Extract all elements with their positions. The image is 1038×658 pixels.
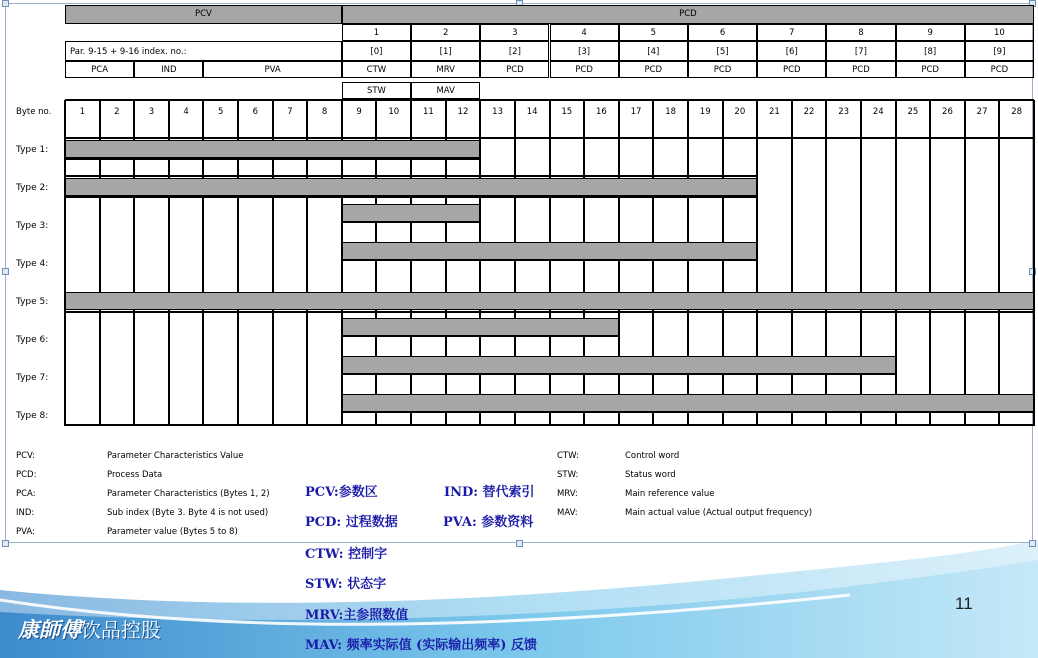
byte-column-line (687, 100, 689, 426)
legend-text-stw: Status word (625, 470, 676, 480)
pcd-number: 9 (927, 28, 933, 38)
legend-abbr-ctw: CTW: (557, 451, 579, 461)
note-cn-ctw: CTW: 控制字 (305, 547, 388, 562)
type-filled-band (342, 318, 619, 336)
pcd-index: [6] (785, 47, 798, 57)
byte-number: 3 (148, 107, 155, 117)
legend-abbr-mrv: MRV: (557, 489, 578, 499)
type-band-line (65, 196, 757, 198)
byte-row-top-line (65, 99, 1034, 101)
legend-abbr-pva: PVA: (16, 527, 35, 537)
type-label: Type 1: (16, 145, 49, 155)
type-filled-band (342, 204, 480, 222)
legend-abbr-pcd: PCD: (16, 470, 37, 480)
note-cn-pcv: PCV:参数区 (305, 485, 378, 500)
par-index-label: Par. 9-15 + 9-16 index. no.: (70, 47, 187, 57)
byte-number: 22 (803, 107, 815, 117)
pcd-number: 5 (650, 28, 657, 38)
byte-number: 28 (1011, 107, 1023, 117)
pcd-number: 2 (442, 28, 449, 38)
byte-column-line (514, 100, 516, 426)
pcd-number: 1 (373, 28, 380, 38)
pcd-number: 10 (993, 28, 1005, 38)
type-label: Type 4: (16, 259, 49, 269)
legend-abbr-mav: MAV: (557, 508, 578, 518)
type-band-line (342, 411, 1034, 413)
byte-number: 9 (356, 107, 362, 117)
legend-abbr-stw: STW: (557, 470, 579, 480)
byte-number: 18 (665, 107, 677, 117)
byte-column-line (998, 100, 1000, 426)
byte-column-line (549, 100, 551, 426)
byte-column-line (964, 100, 966, 426)
pcd-name: PCD (782, 65, 801, 75)
byte-number: 5 (218, 107, 224, 117)
legend-text-mrv: Main reference value (625, 489, 715, 499)
pcd-name: CTW (366, 65, 387, 75)
pcd-alt-name: STW (366, 86, 386, 96)
type-filled-band (65, 292, 1034, 310)
type-label: Type 8: (16, 411, 49, 421)
byte-number: 7 (287, 107, 293, 117)
byte-column-line (618, 100, 620, 426)
pcv-header-label: PCV (194, 9, 212, 19)
pcd-name: PCD (852, 65, 870, 75)
pcd-index: [9] (993, 47, 1006, 57)
pcd-name: PCD (921, 65, 939, 75)
legend-abbr-pca: PCA: (16, 489, 36, 499)
type-label: Type 7: (16, 373, 49, 383)
byte-number: 8 (321, 107, 328, 117)
byte-column-line (583, 100, 585, 426)
type-filled-band (342, 394, 1034, 412)
pcd-name: PCD (575, 65, 593, 75)
type-label: Type 6: (16, 335, 49, 345)
pcd-name: PCD (713, 65, 732, 75)
byte-number: 17 (630, 107, 642, 117)
pcd-number: 3 (512, 28, 518, 38)
pcd-index: [1] (439, 47, 452, 57)
legend-abbr-pcv: PCV: (16, 451, 36, 461)
pcd-index: [0] (370, 47, 383, 57)
byte-number: 14 (526, 107, 538, 117)
legend-text-pcv: Parameter Characteristics Value (107, 451, 244, 461)
type-band-line (342, 259, 757, 261)
legend-text-mav: Main actual value (Actual output frequency) (625, 508, 813, 518)
byte-no-label: Byte no. (16, 107, 52, 117)
pcd-header-label: PCD (679, 9, 697, 19)
logo-text: 饮品控股 (81, 618, 161, 642)
pcd-number: 7 (789, 28, 795, 38)
pcd-name: PCD (506, 65, 524, 75)
byte-number: 15 (561, 107, 573, 117)
pcd-name: PCD (990, 65, 1009, 75)
type-filled-band (342, 242, 757, 260)
pcv-sub-label: PCA (91, 65, 109, 75)
type-band-line (342, 373, 896, 375)
byte-number: 1 (79, 107, 85, 117)
byte-number: 25 (907, 107, 919, 117)
byte-number: 10 (388, 107, 400, 117)
byte-column-line (756, 100, 758, 426)
byte-column-line (825, 100, 827, 426)
legend-abbr-ind: IND: (16, 508, 35, 518)
pcd-number: 4 (581, 28, 587, 38)
note-cn-pcd: PCD: 过程数据 (305, 515, 398, 530)
legend-text-ind: Sub index (Byte 3. Byte 4 is not used) (107, 508, 269, 518)
legend-text-pva: Parameter value (Bytes 5 to 8) (107, 527, 238, 537)
pcd-name: MRV (436, 65, 455, 75)
note-cn-mav: MAV: 频率实际值 (实际输出频率) 反馈 (305, 638, 537, 653)
byte-number: 6 (252, 107, 259, 117)
byte-number: 4 (183, 107, 189, 117)
byte-number: 13 (492, 107, 503, 117)
byte-column-line (860, 100, 862, 426)
pcd-name: PCD (644, 65, 663, 75)
logo-script-text: 康師傅 (18, 617, 81, 642)
byte-number: 26 (942, 107, 953, 117)
type-band-line (65, 158, 480, 160)
row-line (65, 311, 1034, 313)
page-number: 11 (955, 594, 973, 613)
byte-column-line (929, 100, 931, 426)
note-cn-pva: PVA: 参数资料 (443, 515, 534, 530)
pcv-sub-label: PVA (264, 65, 281, 75)
note-cn-mrv: MRV:主参照数值 (305, 608, 409, 623)
pcd-index: [4] (647, 47, 660, 57)
byte-number: 11 (422, 107, 434, 117)
byte-number: 20 (734, 107, 746, 117)
byte-number: 21 (769, 107, 780, 117)
type-band-line (342, 335, 619, 337)
pcd-index: [7] (854, 47, 867, 57)
resize-handle-bl[interactable] (2, 540, 9, 547)
pcd-alt-name: MAV (436, 86, 455, 96)
byte-column-line (791, 100, 793, 426)
row-line (65, 424, 1034, 426)
type-filled-band (65, 178, 757, 196)
type-label: Type 5: (16, 297, 49, 307)
resize-handle-bm[interactable] (516, 540, 523, 547)
company-logo (18, 614, 161, 644)
resize-handle-br[interactable] (1029, 540, 1036, 547)
byte-column-line (895, 100, 897, 426)
byte-number: 2 (114, 107, 120, 117)
pcd-index: [3] (578, 47, 591, 57)
type-filled-band (65, 140, 480, 158)
note-cn-ind: IND: 替代索引 (444, 485, 535, 500)
legend-text-ctw: Control word (625, 451, 680, 461)
type-filled-band (342, 356, 896, 374)
pcd-number: 8 (858, 28, 864, 38)
byte-number: 24 (872, 107, 884, 117)
byte-column-line (1033, 100, 1035, 426)
type-label: Type 3: (16, 221, 49, 231)
type-label: Type 2: (16, 183, 49, 193)
byte-row-bottom-line (65, 137, 1034, 139)
pcd-index: [5] (716, 47, 729, 57)
byte-number: 16 (595, 107, 607, 117)
byte-number: 19 (699, 107, 711, 117)
pcd-index: [8] (924, 47, 937, 57)
type-band-line (342, 221, 480, 223)
legend-text-pcd: Process Data (107, 470, 163, 480)
row-line (65, 175, 757, 177)
byte-number: 12 (457, 107, 469, 117)
byte-number: 27 (976, 107, 988, 117)
pcd-index: [2] (508, 47, 521, 57)
pcd-number: 6 (719, 28, 726, 38)
byte-column-line (652, 100, 654, 426)
byte-column-line (722, 100, 724, 426)
pcv-sub-label: IND (161, 65, 177, 75)
legend-text-pca: Parameter Characteristics (Bytes 1, 2) (107, 489, 270, 499)
byte-number: 23 (838, 107, 850, 117)
note-cn-stw: STW: 状态字 (305, 577, 387, 592)
